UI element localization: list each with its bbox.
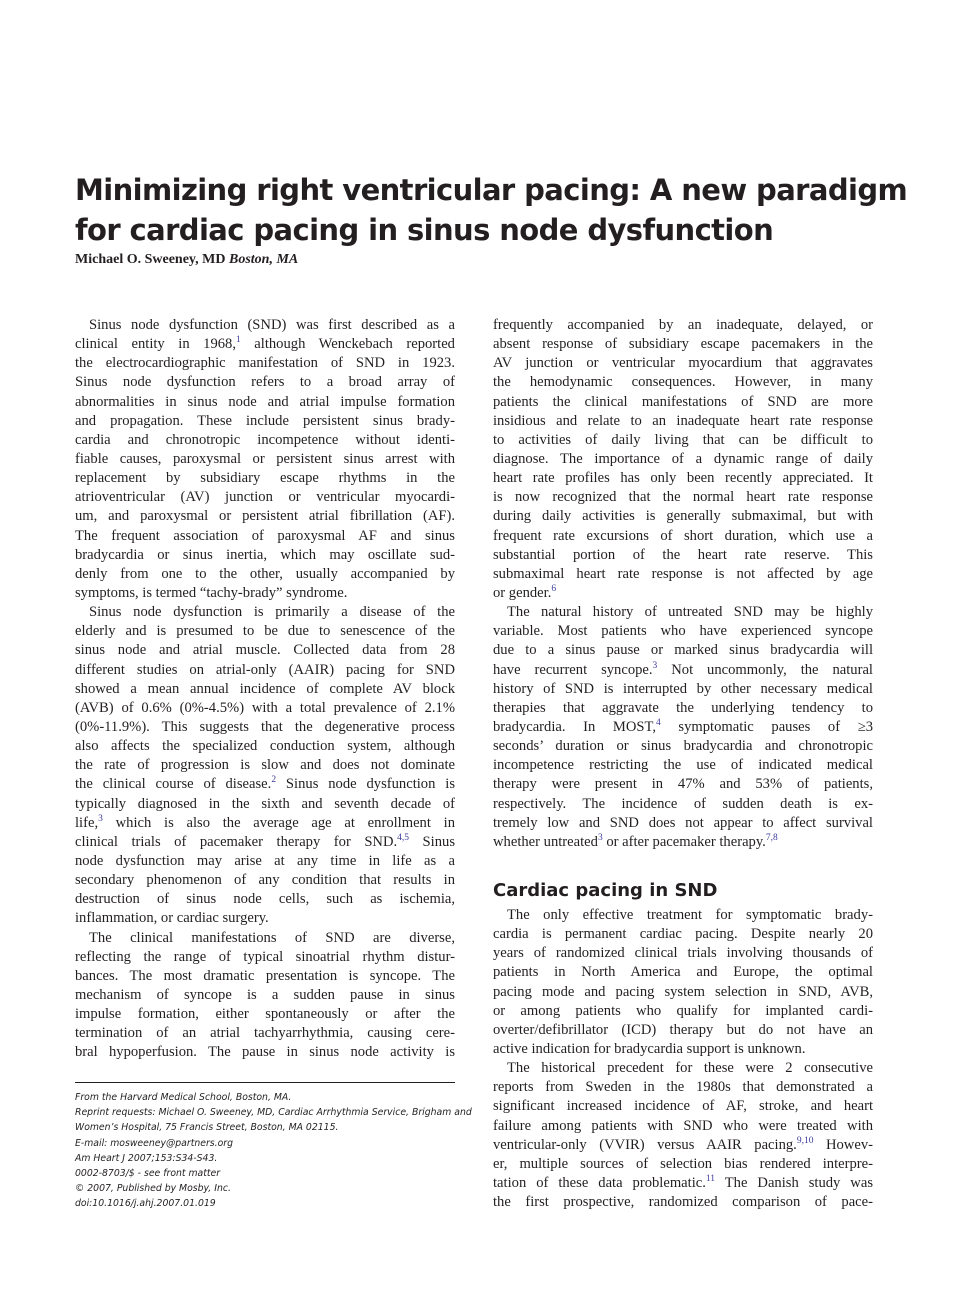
text-line (493, 833, 873, 852)
text-line (75, 565, 455, 584)
text-run: tremely low and SND does not appear to affect survival (493, 814, 873, 831)
footnote-line[interactable]: E-mail: mosweeney@partners.org (75, 1137, 233, 1149)
text-line (493, 1155, 873, 1174)
text-line (75, 814, 455, 833)
text-line (75, 1043, 455, 1062)
text-line (493, 373, 873, 392)
text-run: AV junction or ventricular myocardium that aggravates (493, 355, 873, 372)
text-run: inflammation, or cardiac surgery. (75, 910, 269, 927)
text-run: to activities of daily living that can be difficult to (493, 431, 873, 448)
text-line (75, 335, 455, 354)
text-run: sinus node and atrial muscle. Collected data from 28 (75, 642, 455, 659)
reference-citation[interactable]: 11 (705, 1173, 716, 1184)
text-run: mechanism of syncope is a sudden pause in sinus (75, 986, 455, 1003)
text-run: fiable causes, paroxysmal or persistent sinus arrest with (75, 450, 455, 467)
text-run: frequently accompanied by an inadequate, delayed, or (493, 317, 873, 333)
text-line (493, 699, 873, 718)
text-run: er, multiple sources of selection bias rendered interpre- (493, 1155, 873, 1172)
text-run: life, (75, 814, 99, 831)
left-column (75, 316, 455, 1062)
text-line (75, 622, 455, 641)
text-line (75, 718, 455, 737)
text-line (493, 622, 873, 641)
text-run: The historical precedent for these were 2 consecutive (507, 1060, 873, 1077)
text-line (75, 661, 455, 680)
text-run: Sinus (409, 833, 456, 850)
text-line (493, 983, 873, 1002)
text-line (75, 488, 455, 507)
text-run: um, and paroxysmal or persistent atrial fibrillation (AF). (75, 508, 455, 525)
text-run: Sinus node dysfunction is primarily a disease of the (89, 604, 455, 621)
text-run: the hemodynamic consequences. However, in many (493, 374, 873, 391)
text-line (493, 661, 873, 680)
text-line (75, 699, 455, 718)
text-line (75, 795, 455, 814)
text-line (493, 814, 873, 833)
text-line (493, 963, 873, 982)
text-run: denly from one to the other, usually accompanied by (75, 565, 455, 582)
text-run: diagnose. The importance of a dynamic range of daily (493, 450, 873, 467)
text-line (75, 756, 455, 775)
text-line (493, 944, 873, 963)
text-run: substantial portion of the heart rate reserve. This (493, 546, 873, 563)
text-run: years of randomized clinical trials involving thousands of (493, 945, 873, 962)
text-run: typically diagnosed in the sixth and seventh decade of (75, 795, 455, 812)
reference-citation[interactable]: 9,10 (796, 1135, 814, 1146)
text-run: bradycardia. In MOST, (493, 718, 657, 735)
text-run: although Wenckebach reported (240, 336, 455, 353)
text-run: The only effective treatment for symptomatic brady- (507, 907, 873, 923)
text-run: therapies that aggravate the underlying tendency to (493, 699, 873, 716)
text-run: (AVB) of 0.6% (0%-4.5%) with a total prevalence of 2.1% (75, 699, 455, 716)
reference-citation[interactable]: 4,5 (397, 832, 410, 843)
text-run: destruction of sinus node cells, such as ischemia, (75, 891, 455, 908)
text-run: patients in North America and Europe, the optimal (493, 964, 873, 981)
reference-citation[interactable]: 1 (236, 335, 241, 346)
text-run: or gender. (493, 584, 552, 601)
text-line (493, 1021, 873, 1040)
text-run: showed a mean annual incidence of complete AV block (75, 680, 455, 697)
footnote-line[interactable]: doi:10.1016/j.ahj.2007.01.019 (75, 1198, 216, 1210)
right-column (493, 316, 873, 852)
text-run: replacement by subsidiary escape rhythms in the (75, 470, 455, 487)
text-line (493, 354, 873, 373)
text-run: absent response of subsidiary escape pacemakers in the (493, 336, 873, 353)
text-run: due to a sinus pause or marked sinus bradycardia will (493, 642, 873, 659)
text-line (493, 1097, 873, 1116)
text-run: patients the clinical manifestations of SND are more (493, 393, 873, 410)
reference-citation[interactable]: 2 (271, 775, 277, 786)
text-run: cardia is permanent cardiac pacing. Despite nearly 20 (493, 926, 873, 943)
text-line (493, 680, 873, 699)
text-run: the electrocardiographic manifestation of SND in 1923. (75, 355, 455, 372)
text-line (75, 316, 455, 335)
text-run: which is also the average age at enrollment in (102, 814, 455, 831)
text-line (493, 1002, 873, 1021)
text-line (75, 373, 455, 392)
text-line (493, 316, 873, 335)
reference-citation[interactable]: 7,8 (765, 832, 778, 843)
section-heading: Cardiac pacing in SND (493, 880, 718, 901)
text-run: node dysfunction may arise at any time in life as a (75, 852, 455, 869)
text-run: insidious and relate to an inadequate heart rate response (493, 412, 873, 429)
text-line (75, 737, 455, 756)
text-line (75, 527, 455, 546)
text-run: bral hypoperfusion. The pause in sinus node activity is (75, 1044, 455, 1061)
text-line (75, 469, 455, 488)
text-line (493, 603, 873, 622)
text-line (75, 393, 455, 412)
text-line (493, 393, 873, 412)
footnote-line: Women’s Hospital, 75 Francis Street, Boston, MA 02115. (75, 1122, 339, 1134)
text-run: bances. The most dramatic presentation is syncope. The (75, 967, 455, 984)
text-run: pacing mode and pacing system selection in SND, AVB, (493, 983, 873, 1000)
text-line (493, 1136, 873, 1155)
text-run: or among patients who qualify for implanted cardi- (493, 1002, 873, 1019)
text-line (493, 906, 873, 925)
footnotes (75, 1090, 470, 1212)
text-run: symptoms, is termed “tachy-brady” syndrome. (75, 584, 348, 601)
text-run: submaximal heart rate response is not affected by age (493, 565, 873, 582)
text-run: clinical entity in 1968, (75, 336, 236, 353)
text-run: have recurrent syncope. (493, 661, 653, 678)
footnote-line: Reprint requests: Michael O. Sweeney, MD, Cardiac Arrhythmia Service, Brigham and (75, 1107, 472, 1119)
text-run: Not uncommonly, the natural (657, 661, 873, 678)
reference-citation[interactable]: 3 (652, 660, 658, 671)
text-line (75, 986, 455, 1005)
text-run: (0%-11.9%). This suggests that the degenerative process (75, 718, 455, 735)
text-line (493, 795, 873, 814)
text-line (493, 756, 873, 775)
text-run: and propagation. These include persistent sinus brady- (75, 412, 455, 429)
text-run: The clinical manifestations of SND are diverse, (89, 929, 455, 946)
section-body (493, 906, 873, 1212)
text-line (493, 469, 873, 488)
text-run: abnormalities in sinus node and atrial impulse formation (75, 393, 455, 410)
text-line (75, 948, 455, 967)
text-run: whether untreated (493, 833, 598, 850)
text-line (493, 775, 873, 794)
text-run: history of SND is interrupted by other necessary medical (493, 680, 873, 697)
text-run: atrioventricular (AV) junction or ventricular myocardi- (75, 489, 455, 506)
text-run: is now recognized that the normal heart rate response (493, 489, 873, 506)
text-line (75, 641, 455, 660)
text-run: termination of an atrial tachyarrhythmia, causing cere- (75, 1025, 455, 1042)
text-run: different studies on atrial-only (AAIR) pacing for SND (75, 661, 455, 678)
text-run: ventricular-only (VVIR) versus AAIR pacing. (493, 1136, 797, 1153)
text-run: Howev- (813, 1136, 873, 1153)
text-line (75, 833, 455, 852)
text-line (75, 507, 455, 526)
reference-citation[interactable]: 6 (551, 583, 557, 594)
text-line (75, 871, 455, 890)
byline (75, 252, 298, 268)
text-run: The natural history of untreated SND may be highly (507, 604, 873, 621)
text-run: reflecting the range of typical sinoatrial rhythm distur- (75, 948, 455, 965)
footnote-line: 0002-8703/$ - see front matter (75, 1168, 221, 1180)
text-line (493, 1117, 873, 1136)
text-run: therapy were present in 47% and 53% of patients, (493, 776, 873, 793)
text-run: reports from Sweden in the 1980s that demonstrated a (493, 1079, 873, 1096)
text-run: Sinus node dysfunction (SND) was first described as a (89, 317, 455, 333)
text-run: symptomatic pauses of ≥3 (660, 718, 874, 735)
text-line (75, 775, 455, 794)
text-run: the clinical course of disease. (75, 776, 272, 793)
text-line (493, 1193, 873, 1212)
text-line (493, 431, 873, 450)
text-run: or after pacemaker therapy. (602, 833, 766, 850)
author-location: Boston, MA (228, 252, 299, 267)
text-line (75, 890, 455, 909)
text-run: frequent rate excursions of short duration, which use a (493, 527, 873, 544)
text-line (75, 354, 455, 373)
text-run: the rate of progression is slow and does not dominate (75, 757, 455, 774)
text-run: variable. Most patients who have experienced syncope (493, 623, 873, 640)
text-line (75, 1005, 455, 1024)
text-run: heart rate profiles has only been recently appreciated. It (493, 470, 873, 487)
author-name: Michael O. Sweeney, MD (75, 252, 226, 267)
text-run: secondary phenomenon of any condition that results in (75, 872, 455, 889)
text-run: failure among patients with SND who were treated with (493, 1117, 873, 1134)
text-line (493, 507, 873, 526)
text-line (75, 680, 455, 699)
text-line (75, 929, 455, 948)
text-run: incompetence restricting the use of indicated medical (493, 757, 873, 774)
text-line (75, 909, 455, 928)
text-line (493, 335, 873, 354)
text-run: seconds’ duration or sinus bradycardia and chronotropic (493, 738, 873, 755)
text-line (75, 431, 455, 450)
text-line (493, 641, 873, 660)
text-line (493, 925, 873, 944)
text-line (493, 584, 873, 603)
text-line (493, 1078, 873, 1097)
text-line (75, 412, 455, 431)
text-run: Sinus node dysfunction refers to a broad array of (75, 374, 455, 391)
text-line (493, 565, 873, 584)
text-run: bradycardia or sinus inertia, which may oscillate sud- (75, 546, 455, 563)
text-run: Sinus node dysfunction is (276, 776, 456, 793)
text-line (75, 546, 455, 565)
text-line (493, 1040, 873, 1059)
text-line (493, 718, 873, 737)
text-run: also affects the specialized conduction system, although (75, 738, 455, 755)
title-line: Minimizing right ventricular pacing: A new paradigm (75, 173, 908, 207)
text-run: cardia and chronotropic incompetence without identi- (75, 431, 455, 448)
text-run: The frequent association of paroxysmal AF and sinus (75, 527, 455, 544)
text-line (493, 1059, 873, 1078)
text-line (75, 1024, 455, 1043)
text-run: significant increased incidence of AF, stroke, and heart (493, 1098, 873, 1115)
text-line (75, 852, 455, 871)
text-line (493, 488, 873, 507)
text-run: clinical trials of pacemaker therapy for SND. (75, 833, 398, 850)
text-line (493, 737, 873, 756)
text-run: active indication for bradycardia support is unknown. (493, 1040, 806, 1057)
footnote-line: From the Harvard Medical School, Boston, MA. (75, 1092, 292, 1103)
text-line (75, 967, 455, 986)
reference-citation[interactable]: 3 (98, 813, 103, 824)
text-line (493, 527, 873, 546)
article-title (75, 170, 908, 250)
text-run: impulse formation, either spontaneously or after the (75, 1006, 455, 1023)
reference-citation[interactable]: 4 (656, 717, 661, 728)
title-line: for cardiac pacing in sinus node dysfunction (75, 213, 774, 247)
footnote-divider (75, 1082, 455, 1083)
footnote-line: © 2007, Published by Mosby, Inc. (75, 1183, 231, 1195)
text-run: respectively. The incidence of sudden death is ex- (493, 795, 873, 812)
text-run: tation of these data problematic. (493, 1174, 706, 1191)
text-run: during daily activities is generally submaximal, but with (493, 508, 873, 525)
text-run: the first prospective, randomized comparison of pace- (493, 1194, 873, 1211)
text-line (493, 412, 873, 431)
text-line (75, 450, 455, 469)
text-run: overter/defibrillator (ICD) therapy but do not have an (493, 1021, 873, 1038)
text-line (493, 546, 873, 565)
text-line (493, 1174, 873, 1193)
footnote-line: Am Heart J 2007;153:S34-S43. (75, 1152, 218, 1164)
reference-citation[interactable]: 3 (597, 832, 603, 843)
text-run: The Danish study was (715, 1174, 873, 1191)
text-line (75, 603, 455, 622)
text-line (75, 584, 455, 603)
text-run: elderly and is presumed to be due to senescence of the (75, 623, 455, 640)
text-line (493, 450, 873, 469)
